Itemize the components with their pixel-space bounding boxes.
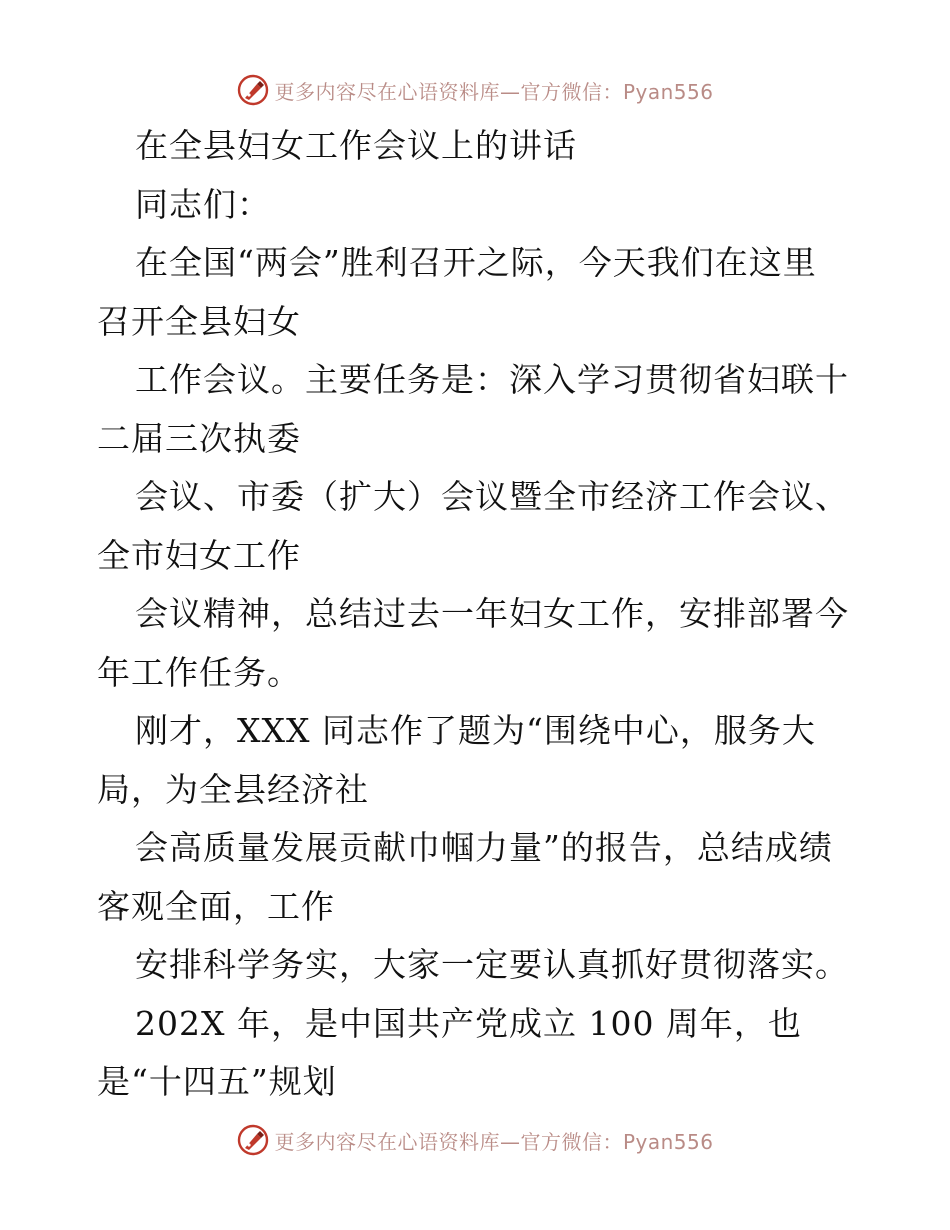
document-title: 在全县妇女工作会议上的讲话 bbox=[135, 126, 577, 165]
paragraph-line: 二届三次执委 bbox=[97, 418, 301, 458]
watermark-text: 更多内容尽在心语资料库—官方微信：Pyan556 bbox=[274, 1129, 714, 1154]
paragraph-line: 召开全县妇女 bbox=[97, 301, 301, 341]
paragraph-line: 局，为全县经济社 bbox=[97, 769, 369, 809]
paragraph-line: 全市妇女工作 bbox=[97, 535, 301, 575]
watermark-banner-bottom bbox=[0, 1120, 950, 1160]
salutation: 同志们： bbox=[135, 184, 271, 224]
paragraph-line: 刚才，XXX 同志作了题为“围绕中心，服务大 bbox=[135, 711, 816, 750]
paragraph-line: 会议精神，总结过去一年妇女工作，安排部署今 bbox=[135, 594, 849, 633]
paragraph-line: 202X 年，是中国共产党成立 100 周年，也 bbox=[135, 1003, 802, 1043]
pen-nib-logo-icon bbox=[236, 73, 270, 107]
paragraph-line: 是“十四五”规划 bbox=[97, 1062, 337, 1101]
paragraph-line: 年工作任务。 bbox=[97, 652, 301, 692]
paragraph-line: 客观全面，工作 bbox=[97, 886, 335, 926]
pen-nib-logo-icon bbox=[236, 1123, 270, 1157]
paragraph-line: 工作会议。主要任务是：深入学习贯彻省妇联十 bbox=[135, 360, 849, 399]
document-body bbox=[97, 117, 857, 1112]
watermark-banner-top bbox=[0, 70, 950, 110]
watermark-banner-inner bbox=[236, 1123, 713, 1157]
paragraph-line: 在全国“两会”胜利召开之际，今天我们在这里 bbox=[135, 243, 817, 282]
watermark-banner-inner bbox=[236, 73, 713, 107]
watermark-text: 更多内容尽在心语资料库—官方微信：Pyan556 bbox=[274, 79, 714, 104]
paragraph-line: 会议、市委（扩大）会议暨全市经济工作会议、 bbox=[135, 477, 849, 516]
paragraph-line: 安排科学务实，大家一定要认真抓好贯彻落实。 bbox=[135, 945, 849, 984]
paragraph-line: 会高质量发展贡献巾帼力量”的报告，总结成绩 bbox=[135, 828, 833, 867]
